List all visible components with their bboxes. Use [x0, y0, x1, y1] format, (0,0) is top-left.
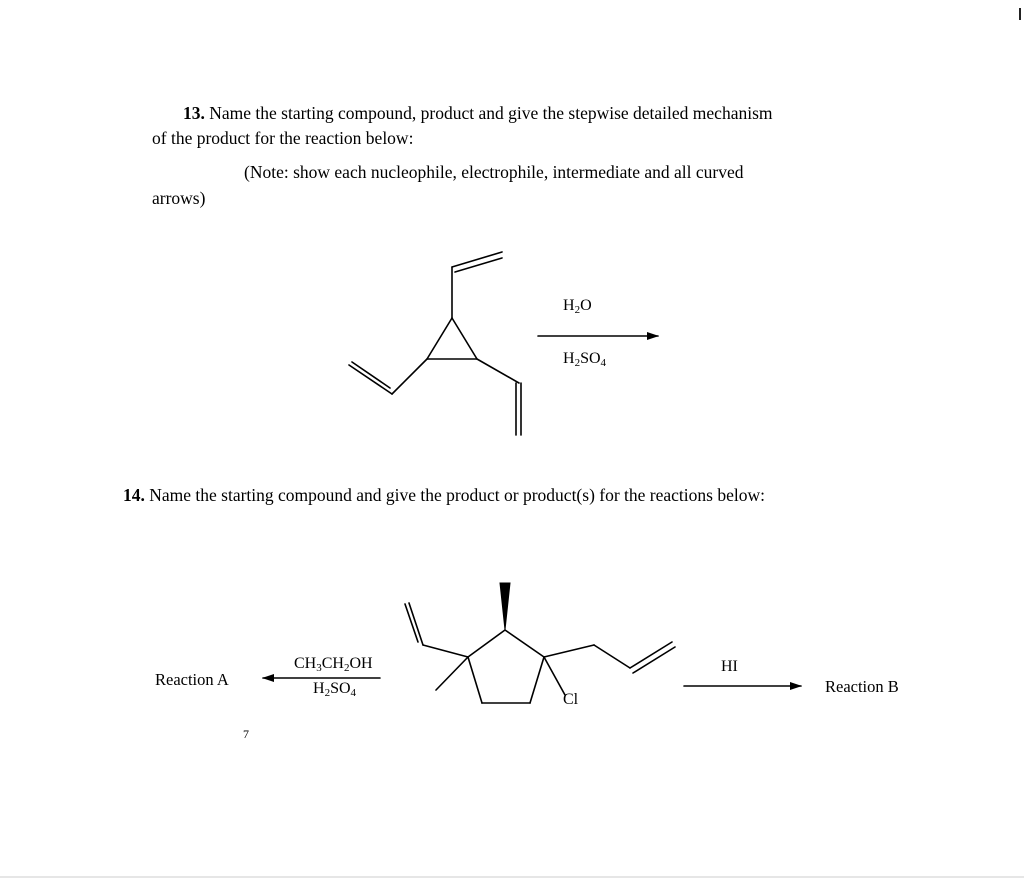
q13-text-line2: of the product for the reaction below: [152, 128, 414, 148]
q14-number: 14. [123, 485, 145, 505]
q14-reagent-ethanol: $CH_3CH_2OH$ [294, 655, 373, 674]
q13-left-vinyl-group [349, 359, 427, 394]
carbon-chlorine-bond [544, 657, 565, 695]
q14-reagent-sulfuric-acid: $H_2SO_4$ [313, 680, 357, 699]
q13-text-line1: Name the starting compound, product and give the stepwise detailed mechanism [209, 103, 773, 123]
q13-note-line2: arrows) [152, 188, 206, 208]
wedge-methyl-bond [500, 583, 510, 630]
q14-text: Name the starting compound and give the product or product(s) for the reactions below: [149, 485, 765, 505]
reaction-a-label: Reaction A [155, 670, 229, 689]
page-number: 7 [243, 727, 249, 741]
q13-cyclopropane-ring [427, 318, 477, 359]
chlorine-atom-label: Cl [563, 691, 579, 708]
page-edge-mark [1019, 8, 1021, 20]
q14-reagent-hi: HI [721, 658, 738, 675]
q13-reagent-sulfuric-acid: $H_2SO_4$ [563, 350, 607, 369]
q14-vinyl-group [405, 603, 468, 657]
q13-reagent-water: $H_2O$ [563, 297, 592, 316]
q13-number: 13. [183, 103, 205, 123]
q14-cyclopentane-ring [468, 630, 544, 703]
q14-methyl-bond [436, 657, 468, 690]
reaction-b-label: Reaction B [825, 677, 899, 696]
q13-note-line1: (Note: show each nucleophile, electrophile, intermediate and all curved [244, 162, 744, 182]
page-bottom-rule [0, 876, 1024, 878]
q13-right-vinyl-group [477, 359, 521, 435]
q13-top-vinyl-group [452, 252, 502, 318]
q14-allyl-group [544, 642, 675, 673]
